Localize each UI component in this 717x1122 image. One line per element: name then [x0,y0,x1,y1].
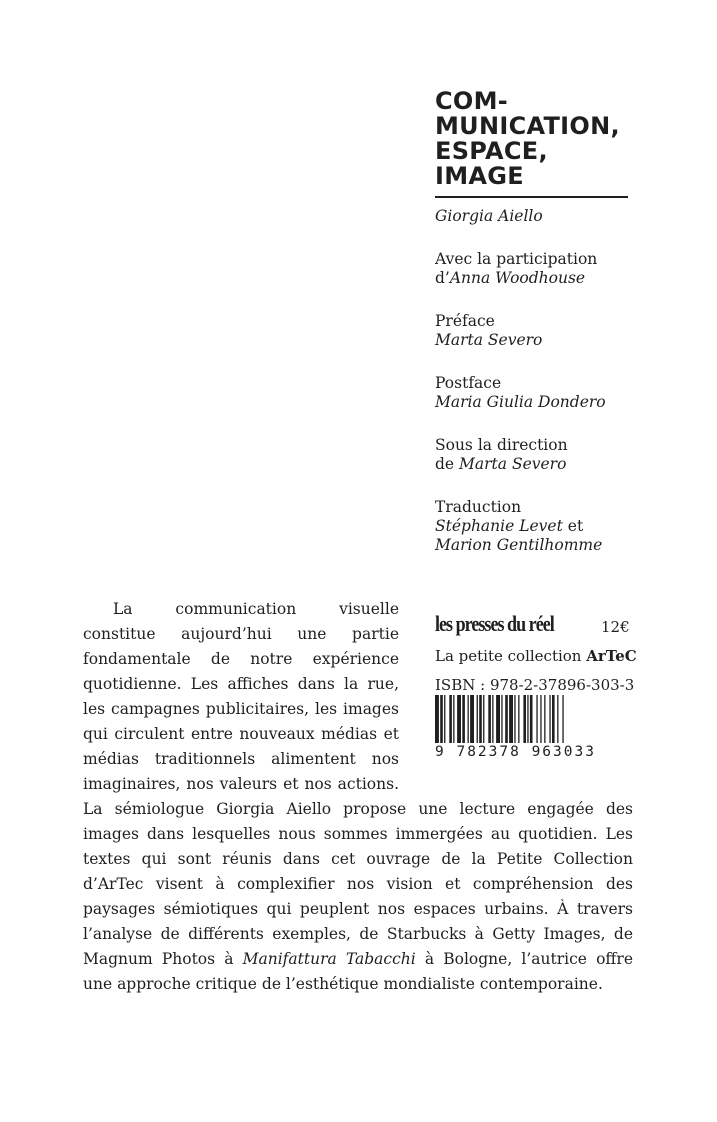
blurb-text [83,597,633,997]
blurb-part-1: La communication visuelle constitue aujourd’hui une partie fondamentale de notre expérience quotidienne. Les affiches dans la rue, les campagnes publicitaires, les images qui circulent entre nouveaux médias et médias traditionnels alimentent nos imaginaires, nos valeurs et nos actions. La sémiologue Giorgia Aiello propose une lecture engagée des images dans lesquelles nous sommes immergées au quotidien. Les textes qui sont réunis dans cet ouvrage de la Petite Collection d’ArTec visent à complexifier nos vision et compréhension des paysages sémiotiques qui peuplent nos espaces urbains. À travers l’analyse de différents exemples, de Starbucks à Getty Images, de Magnum Photos à [83,600,633,968]
credit-role: Postface [435,374,502,392]
credit-direction [435,436,675,474]
isbn: ISBN : 978-2-37896-303-3 [435,676,635,694]
collection-name: ArTeC [586,647,637,665]
credit-name: Marta Severo [435,331,543,349]
credit-conjunction: et [562,517,584,535]
title-line: ESPACE, [435,137,548,165]
credit-role: Avec la participation [435,250,598,268]
credits-block [435,207,675,555]
credit-author [435,207,675,226]
credit-role: Sous la direction [435,436,568,454]
credit-name-2: Marion Gentilhomme [435,536,603,554]
credit-name: Anna Woodhouse [449,269,586,287]
price: 12€ [601,618,630,636]
credit-preface [435,312,675,350]
credit-prefix: d’ [435,269,450,287]
credit-prefix: de [435,455,460,473]
credit-translation [435,498,675,555]
book-title [435,89,635,189]
title-line: IMAGE [435,162,524,190]
blurb-italic: Manifattura Tabacchi [242,950,416,968]
credit-name: Maria Giulia Dondero [435,393,606,411]
credit-name: Giorgia Aiello [435,207,543,225]
credit-name: Stéphanie Levet [435,517,563,535]
title-line: MUNICATION, [435,112,620,140]
title-divider [435,196,628,198]
barcode-digits: 9 782378 963033 [435,744,596,760]
credit-role: Traduction [435,498,522,516]
publisher-logo: les presses du réel [435,611,554,636]
credit-postface [435,374,675,412]
collection-prefix: La petite collection [435,647,587,665]
credit-name: Marta Severo [459,455,567,473]
credit-role: Préface [435,312,495,330]
credit-name-line [435,455,675,474]
title-line: COM- [435,87,509,115]
blurb-part-2: à Bologne, l’autrice offre une approche critique de l’esthétique mondialiste contemporaine. [83,950,634,993]
credit-name-line [435,269,675,288]
credit-name-line [435,517,675,536]
credit-participation [435,250,675,288]
